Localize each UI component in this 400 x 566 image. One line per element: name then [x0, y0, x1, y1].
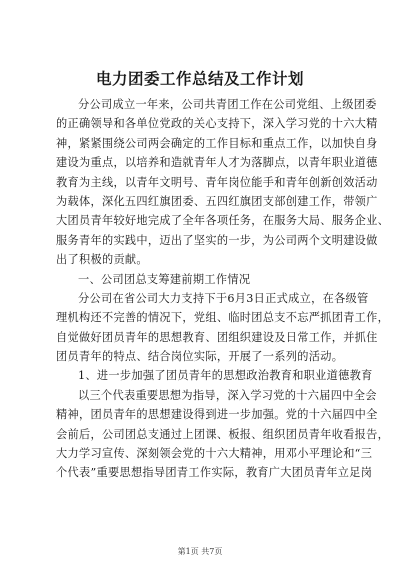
text-line: 教育为主线，以青年文明号、青年岗位能手和青年创新创效活动: [56, 175, 378, 189]
text-line: 精神，团员青年的思想建设得到进一步加强。党的十六届四中全: [56, 408, 378, 422]
document-title: 电力团委工作总结及工作计划: [95, 70, 304, 88]
text-line: 1、进一步加强了团员青年的思想政治教育和职业道德教育: [78, 369, 373, 383]
text-line: 一、公司团总支筹建前期工作情况: [78, 272, 251, 286]
text-line: 大力学习宣传、深刻领会党的十六大精神，用邓小平理论和“三: [56, 447, 373, 461]
text-line: 的正确领导和各单位党政的关心支持下，深入学习党的十六大精: [56, 117, 378, 131]
text-line: 大团员青年较好地完成了全年各项任务，在服务大局、服务企业、: [56, 214, 390, 228]
text-line: 出了积极的贡献。: [56, 253, 148, 267]
text-line: 理机构还不完善的情况下，党组、临时团总支不忘严抓团青工作，: [56, 311, 390, 325]
text-line: 神，紧紧围绕公司两会确定的工作目标和重点工作，以加快自身: [56, 136, 378, 150]
text-line: 服务青年的实践中，迈出了坚实的一步，为公司两个文明建设做: [56, 233, 378, 247]
document-body: [56, 95, 390, 483]
text-line: 会前后，公司团总支通过上团课、板报、组织团员青年收看报告，: [56, 427, 390, 441]
text-line: 团员青年的特点、结合岗位实际，开展了一系列的活动。: [56, 350, 344, 364]
text-line: 个代表”重要思想指导团青工作实际，教育广大团员青年立足岗: [56, 466, 373, 480]
text-line: 分公司成立一年来，公司共青团工作在公司党组、上级团委: [78, 98, 377, 111]
text-line: 分公司在省公司大力支持下于6月3日正式成立，在各级管: [78, 291, 369, 305]
text-line: 自觉做好团员青年的思想教育、团组织建设及日常工作，并抓住: [56, 330, 378, 344]
text-line: 为载体，深化五四红旗团委、五四红旗团支部创建工作，带领广: [56, 194, 378, 208]
page-footer: 第1页 共7页: [177, 547, 223, 556]
text-line: 以三个代表重要思想为指导，深入学习党的十六届四中全会: [78, 388, 377, 402]
text-line: 建设为重点，以培养和造就青年人才为落脚点，以青年职业道德: [56, 156, 378, 170]
